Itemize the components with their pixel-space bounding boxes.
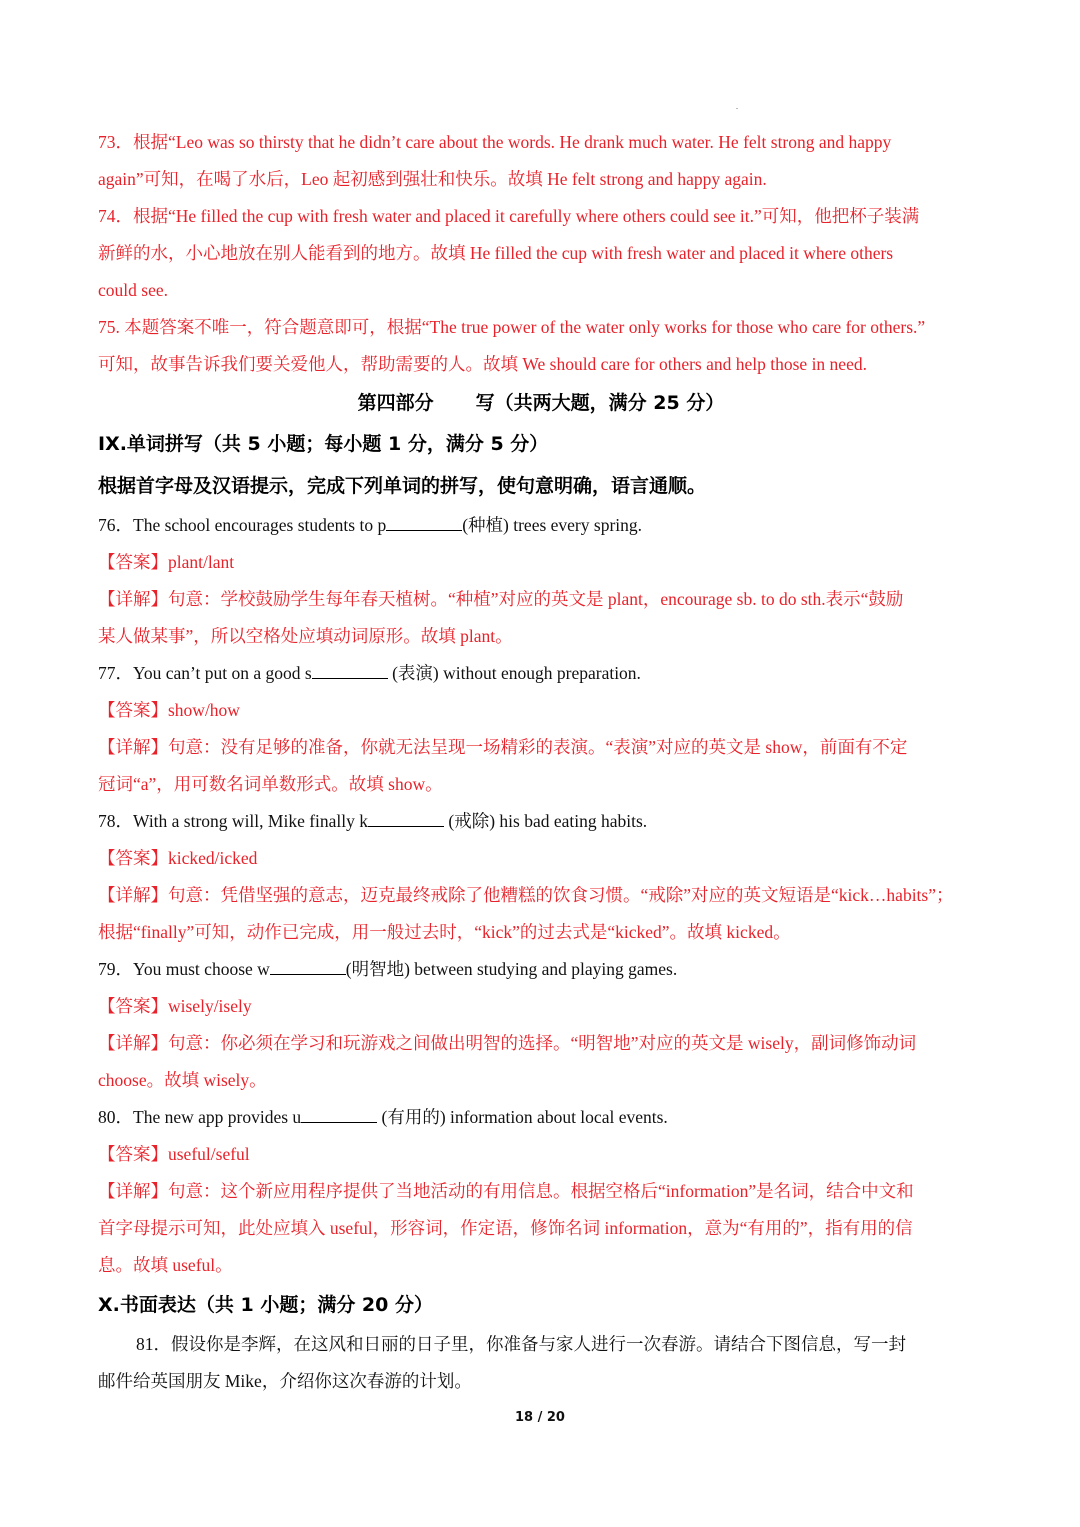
- detail-line: choose。故填 wisely。: [98, 1070, 267, 1090]
- writing-prompt-line: 81．假设你是李辉，在这风和日丽的日子里，你准备与家人进行一次春游。请结合下图信息，写一封: [136, 1334, 906, 1354]
- question-text: [98, 951, 984, 988]
- explanation-line: 可知，故事告诉我们要关爱他人，帮助需要的人。故填 We should care for others and help those in need.: [98, 354, 867, 374]
- explanations-73-75: [98, 124, 984, 383]
- answer-blank: [368, 809, 444, 827]
- question-76: [98, 507, 984, 655]
- answer-line: 【答案】kicked/icked: [98, 848, 258, 868]
- writing-prompt-line: 邮件给英国朋友 Mike，介绍你这次春游的计划。: [98, 1371, 472, 1391]
- question-78: [98, 803, 984, 951]
- answer-line: 【答案】plant/lant: [98, 552, 235, 572]
- answer-line: 【答案】wisely/isely: [98, 996, 252, 1016]
- part-four-heading: [98, 383, 984, 423]
- detail-line: 冠词“a”，用可数名词单数形式。故填 show。: [98, 774, 443, 794]
- part-four-desc: 写（共两大题，满分 25 分）: [475, 392, 725, 414]
- detail-line: 息。故填 useful。: [98, 1255, 233, 1275]
- question-77: [98, 655, 984, 803]
- part-four-label: 第四部分: [357, 392, 434, 414]
- question-80: [98, 1099, 984, 1284]
- answer-blank: [312, 661, 388, 679]
- section-nine-instruction: 根据首字母及汉语提示，完成下列单词的拼写，使句意明确，语言通顺。: [98, 475, 707, 497]
- question-79: [98, 951, 984, 1099]
- explanation-line: 75. 本题答案不唯一，符合题意即可，根据“The true power of the water only works for those who care for others.”: [98, 317, 926, 337]
- question-text: [98, 507, 984, 544]
- question-suffix: (种植) trees every spring.: [462, 515, 643, 535]
- answer-blank: [270, 957, 346, 975]
- question-suffix: (有用的) information about local events.: [377, 1107, 668, 1127]
- detail-line: 【详解】句意：凭借坚强的意志，迈克最终戒除了他糟糕的饮食习惯。“戒除”对应的英文短语是“kick…habits”；: [98, 885, 954, 905]
- explanation-line: again”可知，在喝了水后，Leo 起初感到强壮和快乐。故填 He felt strong and happy again.: [98, 169, 767, 189]
- answer-line: 【答案】show/how: [98, 700, 240, 720]
- explanation-line: could see.: [98, 280, 168, 300]
- question-suffix: (戒除) his bad eating habits.: [444, 811, 648, 831]
- question-prefix: 77．You can’t put on a good s: [98, 663, 312, 683]
- question-prefix: 76．The school encourages students to p: [98, 515, 387, 535]
- answer-blank: [301, 1105, 377, 1123]
- question-text: [98, 1099, 984, 1136]
- detail-line: 某人做某事”，所以空格处应填动词原形。故填 plant。: [98, 626, 513, 646]
- question-suffix: (明智地) between studying and playing games.: [345, 959, 678, 979]
- section-ten-title: X.书面表达（共 1 小题；满分 20 分）: [98, 1294, 433, 1316]
- explanation-line: 74．根据“He filled the cup with fresh water and placed it carefully where others could see it.”可知，他把杯子装满: [98, 206, 920, 226]
- question-suffix: (表演) without enough preparation.: [387, 663, 641, 683]
- page-content: [98, 124, 984, 1400]
- explanation-line: 73．根据“Leo was so thirsty that he didn’t care about the words. He drank much water. He felt strong and happy: [98, 132, 892, 152]
- answer-line: 【答案】useful/seful: [98, 1144, 250, 1164]
- explanation-line: 新鲜的水，小心地放在别人能看到的地方。故填 He filled the cup with fresh water and placed it where others: [98, 243, 894, 263]
- question-prefix: 79．You must choose w: [98, 959, 270, 979]
- detail-line: 首字母提示可知，此处应填入 useful，形容词，作定语，修饰名词 information，意为“有用的”，指有用的信: [98, 1218, 913, 1238]
- detail-line: 【详解】句意：没有足够的准备，你就无法呈现一场精彩的表演。“表演”对应的英文是 show，前面有不定: [98, 737, 908, 757]
- page-number: 18 / 20: [515, 1410, 565, 1425]
- detail-line: 【详解】句意：学校鼓励学生每年春天植树。“种植”对应的英文是 plant，encourage sb. to do sth.表示“鼓励: [98, 589, 904, 609]
- question-text: [98, 803, 984, 840]
- question-prefix: 78．With a strong will, Mike finally k: [98, 811, 369, 831]
- question-prefix: 80．The new app provides u: [98, 1107, 302, 1127]
- section-nine-title: IX.单词拼写（共 5 小题；每小题 1 分，满分 5 分）: [98, 433, 549, 455]
- detail-line: 【详解】句意：你必须在学习和玩游戏之间做出明智的选择。“明智地”对应的英文是 wisely，副词修饰动词: [98, 1033, 917, 1053]
- detail-line: 根据“finally”可知，动作已完成，用一般过去时，“kick”的过去式是“kicked”。故填 kicked。: [98, 922, 791, 942]
- answer-blank: [386, 513, 462, 531]
- scan-speck: [736, 108, 738, 109]
- question-text: [98, 655, 984, 692]
- detail-line: 【详解】句意：这个新应用程序提供了当地活动的有用信息。根据空格后“information”是名词，结合中文和: [98, 1181, 914, 1201]
